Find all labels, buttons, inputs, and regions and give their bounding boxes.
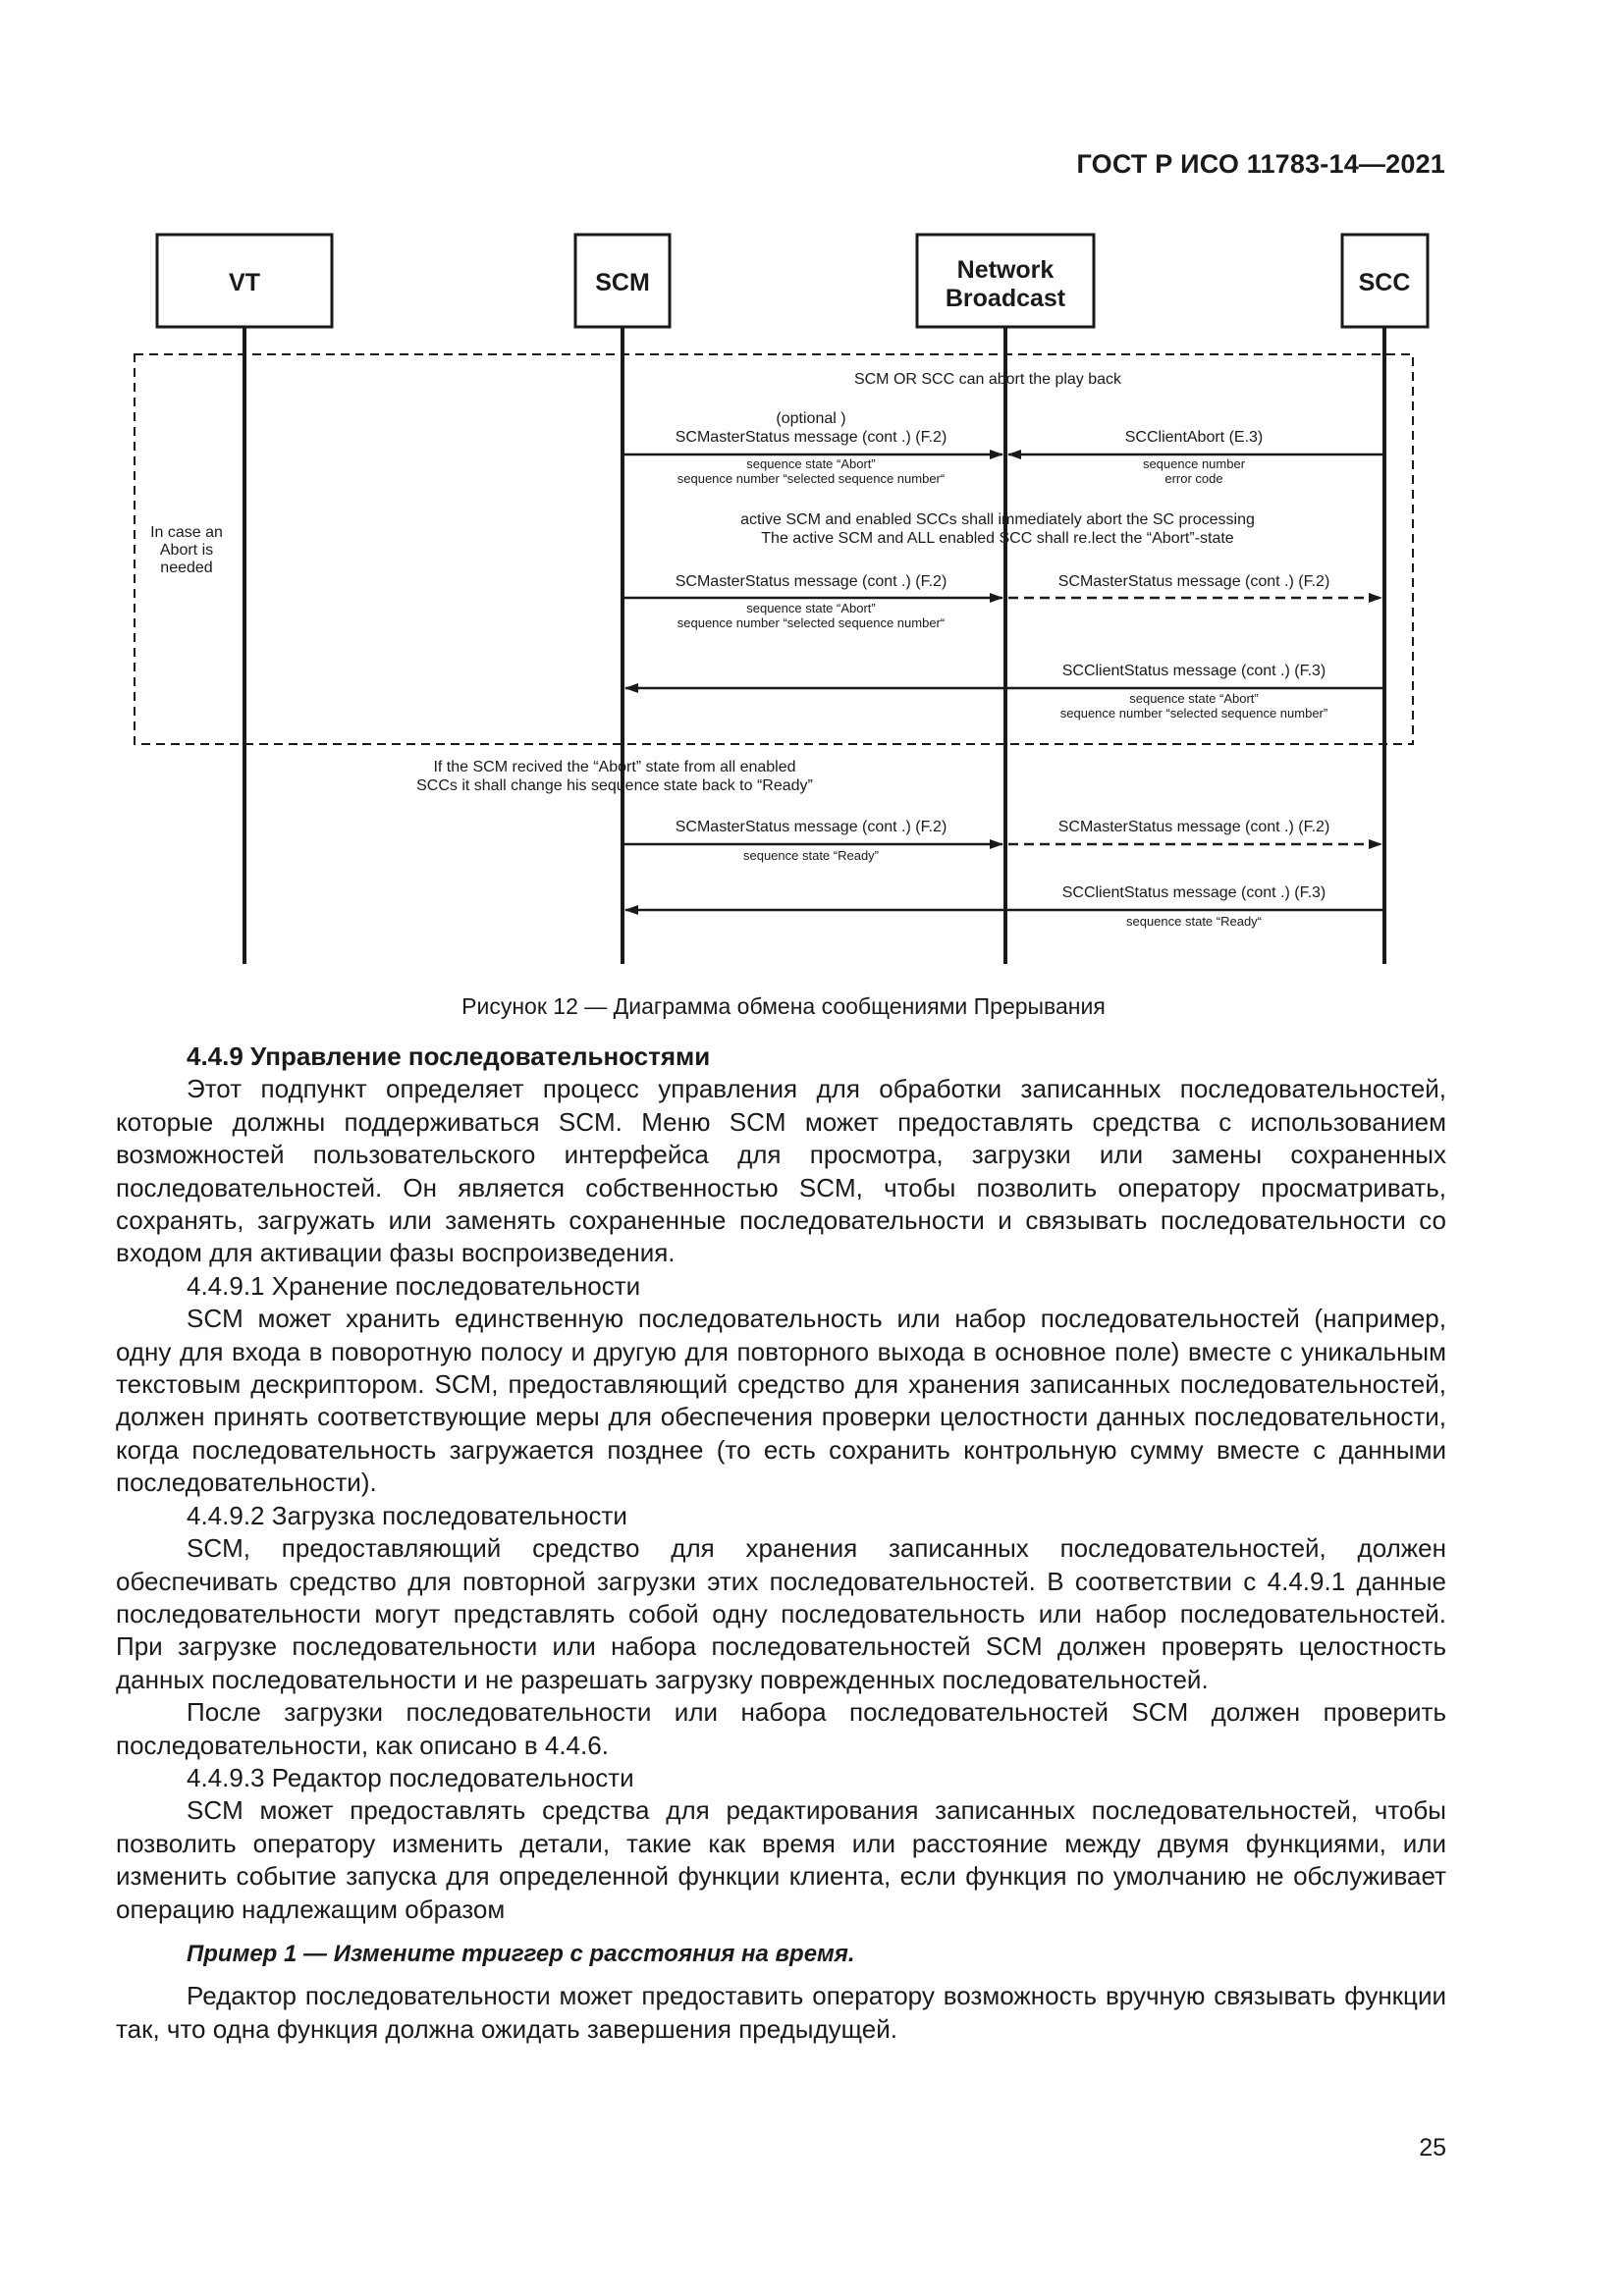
subsection-heading: 4.4.9.2 Загрузка последовательности <box>187 1500 627 1530</box>
paragraph: SCM может предоставлять средства для редактирования записанных последовательностей, чтобы позволить оператору изменить детали, такие как время или расстояние между двумя функциями, или изменить событие запуска для определенной функции клиента, если функция по умолчанию не обслуживает операцию надлежащим образом <box>116 1795 1446 1924</box>
m1-param-2: sequence number “selected sequence number“ <box>677 471 946 486</box>
m3-label: SCMasterStatus message (cont .) (F.2) <box>675 573 947 590</box>
m6-label: SCClientStatus message (cont .) (F.3) <box>1061 884 1326 901</box>
m6-param-1: sequence state “Ready“ <box>1125 914 1263 929</box>
subsection-heading: 4.4.9.1 Хранение последовательности <box>187 1270 641 1301</box>
example-note: Пример 1 — Измените триггер с расстояния на время. <box>187 1940 855 1967</box>
sequence-diagram <box>0 0 1624 982</box>
paragraph: SCM может хранить единственную последовательность или набор последовательностей (например, одну для входа в поворотную полосу и другую для повторного выхода в основное поле) вместе с уникальным текстовым дескриптором. SCM, предоставляющий средство для хранения записанных последовательностей, должен принять соответствующие меры для обеспечения проверки целостности данных последовательности, когда последовательность загружается позднее (то есть сохранить контрольную сумму вместе с данными последовательности). <box>116 1304 1446 1498</box>
m3-param-2: sequence number “selected sequence number“ <box>677 615 946 630</box>
m2-label: SCClientAbort (E.3) <box>1124 429 1264 446</box>
figure-caption: Рисунок 12 — Диаграмма обмена сообщениями Прерывания <box>461 993 1106 1019</box>
m4-param-2: sequence number “selected sequence number” <box>1059 706 1328 721</box>
abort-frame <box>135 354 1413 744</box>
m2-param-2: error code <box>1164 471 1223 486</box>
note-active-2: The active SCM and ALL enabled SCC shall re.lect the “Abort”-state <box>761 530 1234 547</box>
m3-param-1: sequence state “Abort” <box>746 601 876 615</box>
paragraph: После загрузки последовательности или набора последовательностей SCM должен проверить последовательности, как описано в 4.4.6. <box>116 1697 1446 1760</box>
section-heading: 4.4.9 Управление последовательностями <box>187 1041 711 1071</box>
frame-side-label-3: needed <box>160 560 213 576</box>
frame-title: SCM OR SCC can abort the play back <box>853 371 1122 388</box>
note-active-1: active SCM and enabled SCCs shall immediately abort the SC processing <box>740 511 1255 528</box>
actor-label-vt: VT <box>229 269 260 296</box>
actor-label-scm: SCM <box>595 269 650 296</box>
paragraph: Этот подпункт определяет процесс управления для обработки записанных последовательностей, которые должны поддерживаться SCM. Меню SCM может предоставлять средства с использованием возможностей пользовательского интерфейса для просмотра, загрузки или замены сохраненных последовательностей. Он является собственностью SCM, чтобы позволить оператору просматривать, сохранять, загружать или заменять сохраненные последовательности и связывать последовательности со входом для активации фазы воспроизведения. <box>116 1074 1446 1268</box>
m3-fwd-label: SCMasterStatus message (cont .) (F.2) <box>1057 573 1330 590</box>
m5-param-1: sequence state “Ready” <box>742 848 880 863</box>
m2-param-1: sequence number <box>1142 456 1246 471</box>
actor-label-broadcast: Broadcast <box>945 285 1066 312</box>
m1-param-1: sequence state “Abort” <box>746 456 876 471</box>
m1-label: SCMasterStatus message (cont .) (F.2) <box>675 429 947 446</box>
frame-side-label-1: In case an <box>150 524 223 541</box>
actor-label-scc: SCC <box>1358 269 1411 296</box>
paragraph: Редактор последовательности может предоставить оператору возможность вручную связывать функции так, что одна функция должна ожидать завершения предыдущей. <box>116 1981 1446 2044</box>
page-number: 25 <box>1419 2134 1446 2162</box>
frame-side-label-2: Abort is <box>159 542 214 559</box>
actor-label-network: Network <box>956 256 1055 284</box>
m4-label: SCClientStatus message (cont .) (F.3) <box>1061 663 1326 679</box>
paragraph: SCM, предоставляющий средство для хранения записанных последовательностей, должен обеспечивать средство для повторной загрузки этих последовательностей. В соответствии с 4.4.9.1 данные последовательности могут представлять собой одну последовательность или набор последовательностей. При загрузке последовательности или набора последовательностей SCM должен проверять целостность данных последовательности и не разрешать загрузку поврежденных последовательностей. <box>116 1533 1446 1694</box>
document-header: ГОСТ Р ИСО 11783-14—2021 <box>1076 149 1445 179</box>
note-ready-2: SCCs it shall change his sequence state back to “Ready” <box>416 777 813 794</box>
m5-fwd-label: SCMasterStatus message (cont .) (F.2) <box>1057 819 1330 835</box>
m4-param-1: sequence state “Abort” <box>1129 691 1259 706</box>
note-ready-1: If the SCM recived the “Abort” state from all enabled <box>433 759 796 775</box>
m1-optional: (optional ) <box>776 410 846 427</box>
m5-label: SCMasterStatus message (cont .) (F.2) <box>675 819 947 835</box>
subsection-heading: 4.4.9.3 Редактор последовательности <box>187 1762 634 1792</box>
body-text <box>116 1041 1446 2046</box>
